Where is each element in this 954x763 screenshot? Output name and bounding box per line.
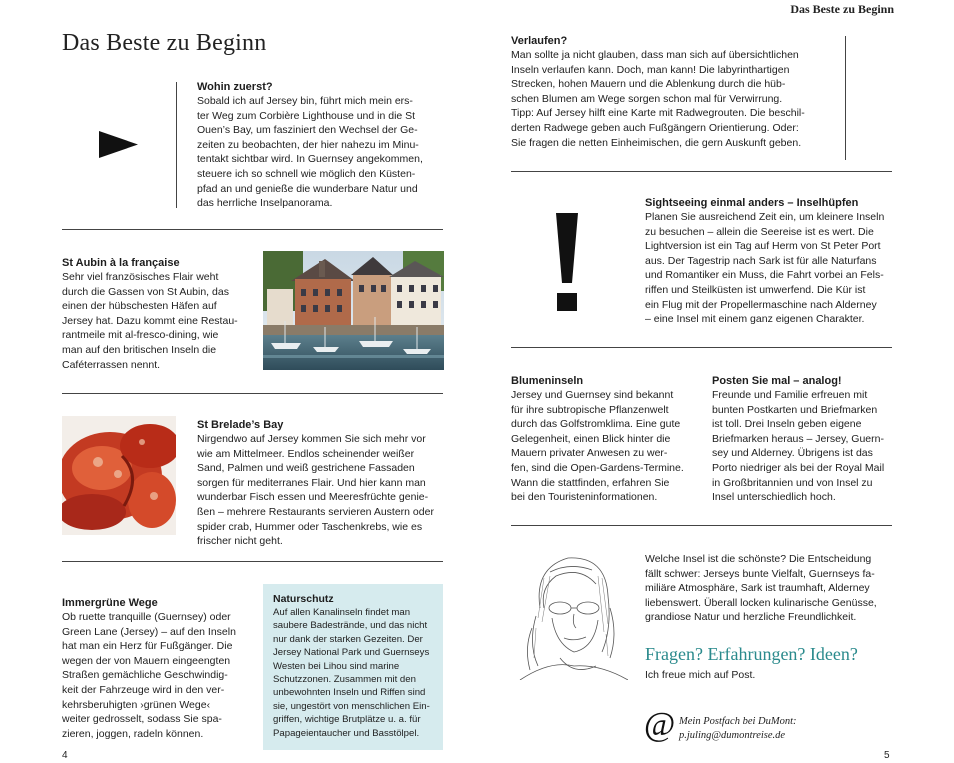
line: wie am Mittelmeer. Endlos scheinender weißer [197,447,415,460]
cta-text: Ich freue mich auf Post. [645,669,756,681]
text-brelade [197,432,443,549]
line: fällt schwer: Jerseys bunte Vielfalt, Guernseys fa- [645,567,875,580]
divider [62,393,443,394]
line: nur dank der starken Gezeiten. Der [273,633,423,645]
line: das herrliche Inselpanorama. [197,197,333,210]
line: ßen – mehrere Restaurants servieren Austern oder [197,505,434,518]
running-header: Das Beste zu Beginn [790,2,894,16]
line: einen der hübschesten Häfen auf [62,300,217,313]
line: Freunde und Familie erfreuen mit [712,389,868,401]
line: keit der Fahrzeuge wird in den ver- [62,683,225,696]
line: schen Blumen am Wege sorgen schon mal für Verwirrung. [511,92,783,105]
line: ein Flug mit der Propellermaschine nach Alderney [645,298,877,311]
line: Sand, Palmen und weiß gestrichene Fassaden [197,462,415,475]
line: grandiose Natur und herzliche Freundlichkeit. [645,611,857,624]
line: Gelegenheit, einen Blick hinter die [511,432,671,445]
line: Tipp: Auf Jersey hilft eine Karte mit Radwegrouten. Die beschil- [511,107,805,120]
line: Insel unterschiedlich hoch. [712,491,836,504]
heading-verlaufen: Verlaufen? [511,35,568,47]
line: Porto niedriger als bei der Royal Mail [712,461,885,474]
line: Caféterrassen nennt. [62,358,161,371]
line: Jersey National Park und Guernseys [273,647,430,659]
line: bunten Postkarten und Briefmarken [712,403,878,416]
divider-vertical [845,36,846,160]
text-aubin [62,270,243,372]
line: unbewohnten Inseln und Riffen sind [273,687,426,699]
line: Inseln verlaufen kann. Doch, man kann! Die labyrinthartigen [511,63,790,76]
line: hat man ein Herz für Fußgänger. Die [62,640,233,653]
line: weiter gedrosselt, sodass Sie spa- [62,713,222,726]
line: – eine Insel mit einem ganz eigenen Charakter. [645,313,865,326]
author-portrait [510,548,628,680]
line: und Romantiker ein Muss, die Fahrt vorbei an Fels- [645,269,884,282]
heading-posten: Posten Sie mal – analog! [712,375,842,387]
line: fen, sind die Open-Gardens-Termine. [511,461,684,474]
section-immergruene-wege [62,596,244,741]
line: für ihre subtropische Pflanzenwelt [511,403,669,416]
divider-vertical [176,82,177,208]
line: Sobald ich auf Jersey bin, führt mich mein ers- [197,95,413,107]
divider [511,171,892,172]
line: Sie fragen die netten Einheimischen, die gern Auskunft geben. [511,136,802,149]
line: Lightversion ist ein Tag auf Herm von St Peter Port [645,240,881,253]
section-wohin-zuerst [197,80,444,211]
section-blumeninseln [511,374,694,505]
cta-heading: Fragen? Erfahrungen? Ideen? [645,644,858,664]
text-posten [712,388,893,505]
line: Sehr viel französisches Flair weht [62,271,219,283]
line: sey und Alderney. Übrigens ist das [712,447,873,460]
line: griffen, wichtige Brutplätze u. a. für [273,714,421,726]
line: zeiten zu beobachten, der hier nahezu im Minu- [197,138,419,151]
section-verlaufen [511,34,841,150]
harbor-photo [263,251,444,370]
postfach-block [679,715,797,743]
line: derten Radwege geben auch Fußgängern Orientierung. Oder: [511,121,799,134]
line: man auf den britischen Inseln die [62,343,217,356]
heading-brelade: St Brelade’s Bay [197,419,284,431]
exclamation-icon [555,213,579,313]
line: Papageientaucher und Basstölpel. [273,727,420,739]
line: Briefmarken heraus – Jersey, Guern- [712,432,884,445]
line: ist toll. Drei Inseln geben eigene [712,418,862,431]
line: zu besuchen – allein die Seereise ist es wert. Die [645,225,874,238]
divider [511,347,892,348]
line: Strecken, hohen Mauern und die Ablenkung durch die hüb- [511,78,786,91]
section-st-brelade [197,418,443,549]
line: Auf allen Kanalinseln findet man [273,607,411,618]
line: sorgen für mediterranes Flair. Und hier kann man [197,476,426,489]
divider [511,525,892,526]
line: Ob ruette tranquille (Guernsey) oder [62,611,231,623]
line: Mauern privater Anwesen zu wer- [511,447,668,460]
postfach-label: Mein Postfach bei DuMont: [679,716,797,727]
line: kehrsberuhigten ›grünen Wege‹ [62,698,211,711]
line: in Großbritannien und von Insel zu [712,476,873,489]
section-posten [712,374,893,505]
text-naturschutz [273,606,433,740]
divider [62,229,443,230]
line: Straßen gemächliche Geschwindig- [62,669,228,682]
at-sign-icon: @ [644,706,676,743]
naturschutz-box [263,584,443,750]
text-verlaufen [511,48,841,150]
line: Planen Sie ausreichend Zeit ein, um kleinere Inseln [645,211,885,223]
line: riffen und Steilküsten ist umwerfend. Die Kür ist [645,283,866,296]
text-wohin [197,94,444,211]
line: Nirgendwo auf Jersey kommen Sie sich mehr vor [197,433,426,445]
line: pfad an und genieße die wunderbare Natur und [197,182,418,195]
heading-aubin: St Aubin à la française [62,257,180,269]
line: steuere ich so schnell wie möglich den Küsten- [197,167,416,180]
text-blumen [511,388,694,505]
line: Jersey und Guernsey sind bekannt [511,389,674,401]
line: Westen bei Lihou sind marine [273,660,400,672]
line: tentakt sichtbar wird. In Guernsey angekommen, [197,153,423,166]
line: sie, ungestört von menschlichen Ein- [273,700,430,712]
section-sightseeing [645,196,892,327]
line: Man sollte ja nicht glauben, dass man sich auf übersichtlichen [511,49,799,61]
line: durch das Golfstromklima. Eine gute [511,418,681,431]
heading-blumen: Blumeninseln [511,375,584,387]
heading-sightseeing: Sightseeing einmal anders – Inselhüpfen [645,197,859,209]
play-arrow-icon [99,131,138,158]
text-welche [645,552,893,625]
text-immergruen [62,610,244,741]
heading-immergruen: Immergrüne Wege [62,597,158,609]
line: aus. Der Tagestrip nach Sark ist für alle Naturfans [645,254,877,267]
line: wegen der von Mauern eingeengten [62,654,231,667]
postfach-email[interactable]: p.juling@dumontreise.de [679,730,786,741]
section-st-aubin [62,256,243,372]
line: spider crab, Hummer oder Taschenkrebs, wie es [197,520,423,533]
page-number-left: 4 [62,750,68,761]
line: miliäre Atmosphäre, Sark ist traumhaft, Alderney [645,582,870,595]
heading-wohin: Wohin zuerst? [197,81,273,93]
line: Jersey hat. Dazu kommt eine Restau- [62,314,238,327]
section-welche-insel [645,552,893,625]
lobster-photo [62,416,176,535]
line: bei den Touristeninformationen. [511,491,658,504]
line: rantmeile mit al-fresco-dining, wie [62,329,219,342]
line: Wann die stattfinden, erfahren Sie [511,476,670,489]
line: Welche Insel ist die schönste? Die Entscheidung [645,553,872,565]
line: frischer nicht geht. [197,535,283,548]
line: Schutzzonen. Zusammen mit den [273,674,416,686]
line: Ouen’s Bay, um fasziniert den Wechsel der Ge- [197,124,418,137]
line: wunderbar Fisch essen und Meeresfrüchte genie- [197,491,429,504]
page-number-right: 5 [884,750,890,761]
heading-naturschutz: Naturschutz [273,593,334,605]
divider [62,561,443,562]
line: ter Weg zum Corbière Lighthouse und in die St [197,109,416,122]
line: zieren, joggen, radeln können. [62,727,204,740]
page-title: Das Beste zu Beginn [62,30,267,56]
line: durch die Gassen von St Aubin, das [62,285,229,298]
line: saubere Badestrände, und das nicht [273,620,428,632]
line: Green Lane (Jersey) – auf den Inseln [62,625,236,638]
line: liebenswert. Überall locken kulinarische Genüsse, [645,596,877,609]
text-sightseeing [645,210,892,327]
